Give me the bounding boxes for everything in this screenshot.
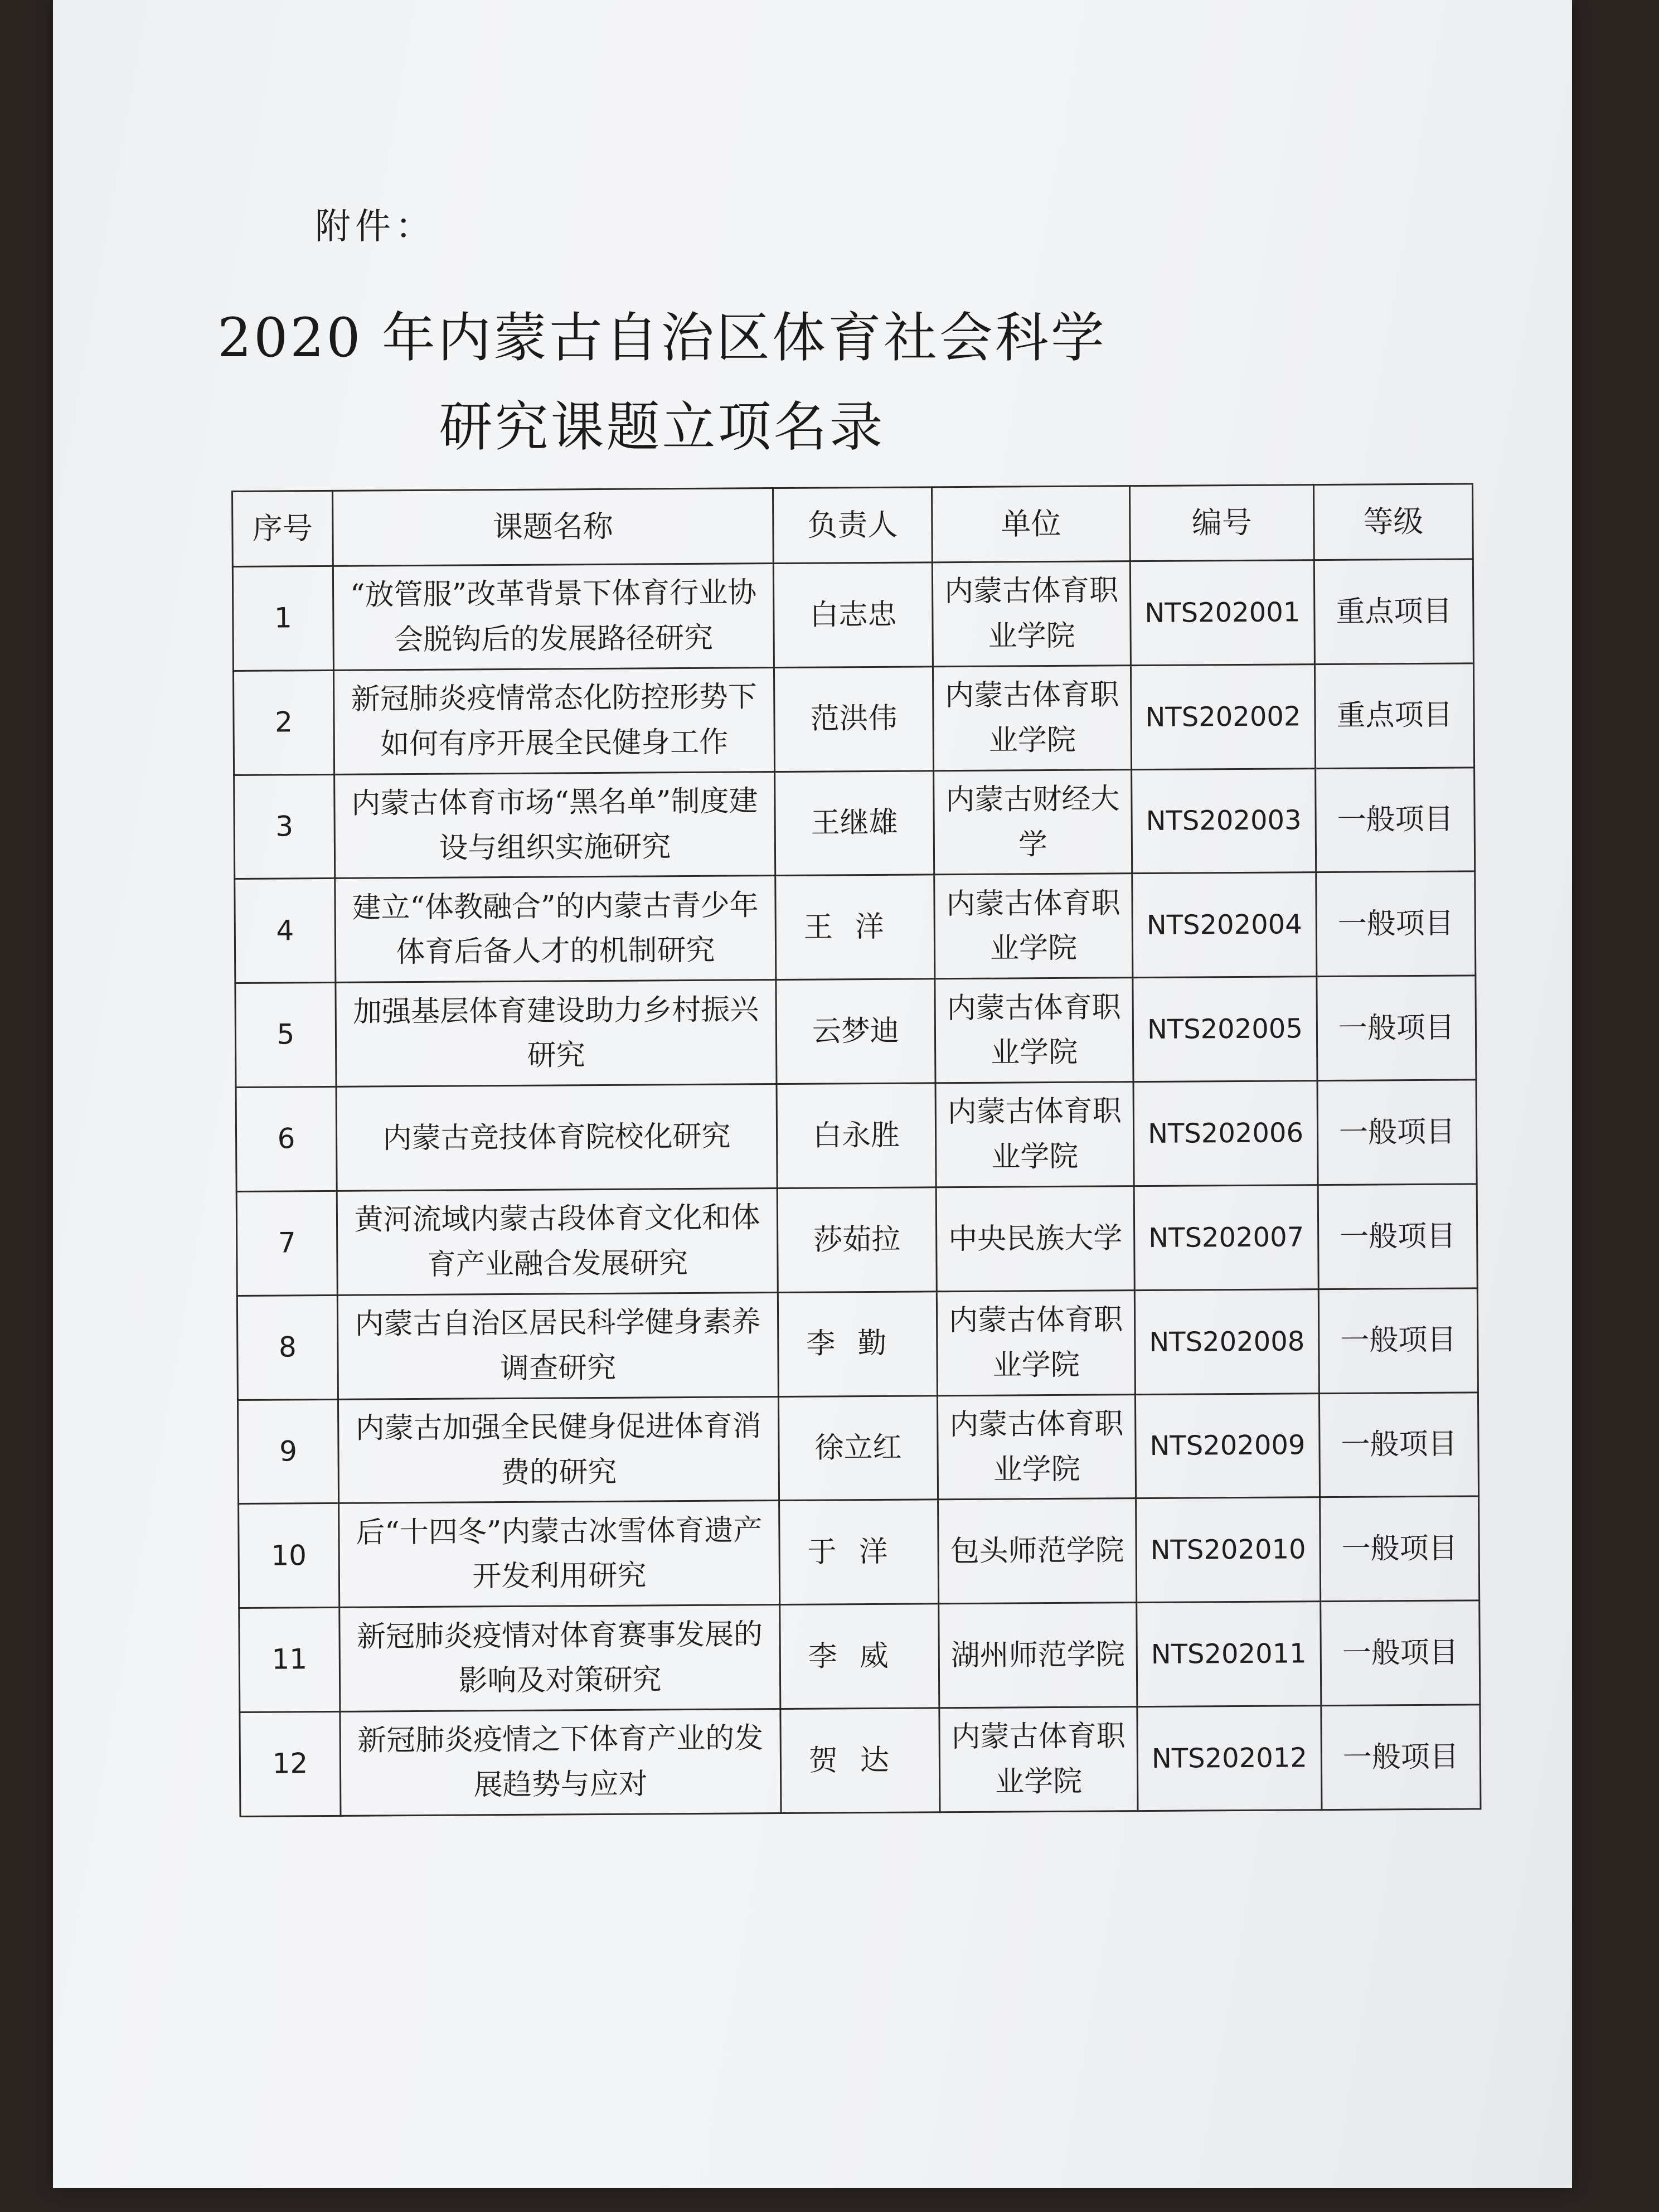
unit-name: 包头师范学院 xyxy=(938,1498,1137,1604)
project-code: NTS202001 xyxy=(1130,560,1314,666)
unit-name: 内蒙古体育职业学院 xyxy=(939,1707,1138,1812)
project-level: 一般项目 xyxy=(1320,1496,1479,1602)
project-level: 重点项目 xyxy=(1314,559,1473,664)
project-level: 一般项目 xyxy=(1318,1184,1477,1289)
project-code: NTS202006 xyxy=(1133,1081,1318,1186)
project-level: 一般项目 xyxy=(1317,1080,1477,1185)
project-code: NTS202004 xyxy=(1132,872,1317,978)
project-code: NTS202007 xyxy=(1134,1185,1318,1291)
project-code: NTS202010 xyxy=(1136,1497,1321,1603)
topic-name: “放管服”改革背景下体育行业协会脱钩后的发展路径研究 xyxy=(333,564,774,671)
table-row xyxy=(237,1288,1478,1400)
project-level: 一般项目 xyxy=(1316,871,1476,977)
topic-name: 后“十四冬”内蒙古冰雪体育遗产开发利用研究 xyxy=(339,1501,780,1608)
topic-name: 新冠肺炎疫情常态化防控形势下如何有序开展全民健身工作 xyxy=(333,667,774,774)
header-cell: 单位 xyxy=(932,486,1130,562)
leader-name: 李威 xyxy=(780,1604,939,1709)
table-row xyxy=(235,976,1476,1087)
project-level: 一般项目 xyxy=(1321,1705,1481,1810)
table-row xyxy=(232,559,1473,671)
leader-name: 王继雄 xyxy=(775,770,934,876)
unit-name: 内蒙古体育职业学院 xyxy=(937,1290,1135,1395)
header-cell: 等级 xyxy=(1313,484,1473,560)
unit-name: 内蒙古体育职业学院 xyxy=(937,1394,1136,1500)
attachment-label: 附件： xyxy=(315,206,435,248)
topic-name: 内蒙古加强全民健身促进体育消费的研究 xyxy=(338,1396,779,1503)
document-page xyxy=(53,0,1572,2188)
project-code: NTS202011 xyxy=(1137,1602,1321,1707)
unit-name: 内蒙古体育职业学院 xyxy=(933,665,1131,770)
topic-name: 黄河流域内蒙古段体育文化和体育产业融合发展研究 xyxy=(337,1189,778,1296)
project-level: 重点项目 xyxy=(1314,663,1474,769)
topic-name: 内蒙古自治区居民科学健身素养调查研究 xyxy=(337,1292,778,1399)
leader-name: 于洋 xyxy=(779,1500,939,1605)
unit-name: 湖州师范学院 xyxy=(939,1603,1137,1708)
leader-name: 范洪伟 xyxy=(774,667,933,772)
header-cell: 负责人 xyxy=(773,487,932,564)
row-number: 11 xyxy=(239,1608,340,1713)
row-number: 12 xyxy=(240,1711,341,1816)
row-number: 8 xyxy=(237,1295,338,1400)
row-number: 6 xyxy=(236,1087,337,1192)
row-number: 3 xyxy=(234,774,335,879)
unit-name: 内蒙古体育职业学院 xyxy=(934,874,1133,979)
leader-name: 李勤 xyxy=(778,1292,937,1397)
document-title-line2: 研究课题立项名录 xyxy=(439,396,885,458)
project-roster-table xyxy=(231,483,1481,1817)
topic-name: 新冠肺炎疫情对体育赛事发展的影响及对策研究 xyxy=(339,1605,780,1712)
unit-name: 内蒙古财经大学 xyxy=(934,769,1132,875)
document-title-line1: 2020 年内蒙古自治区体育社会科学 xyxy=(217,307,1107,369)
table-row xyxy=(236,1080,1477,1191)
row-number: 4 xyxy=(235,879,336,983)
header-cell: 课题名称 xyxy=(333,488,774,566)
table-row xyxy=(234,768,1475,879)
unit-name: 中央民族大学 xyxy=(936,1186,1134,1292)
table-row xyxy=(237,1392,1478,1503)
row-number: 5 xyxy=(235,983,336,1088)
topic-name: 内蒙古竞技体育院校化研究 xyxy=(336,1084,777,1191)
header-cell: 序号 xyxy=(232,491,333,566)
unit-name: 内蒙古体育职业学院 xyxy=(935,1082,1134,1187)
project-code: NTS202002 xyxy=(1131,664,1315,769)
table-row xyxy=(233,663,1474,775)
table-row xyxy=(236,1184,1477,1296)
leader-name: 贺达 xyxy=(780,1708,940,1813)
project-level: 一般项目 xyxy=(1321,1600,1480,1706)
project-level: 一般项目 xyxy=(1318,1288,1478,1394)
topic-name: 新冠肺炎疫情之下体育产业的发展趋势与应对 xyxy=(340,1709,781,1816)
table-row xyxy=(239,1496,1479,1608)
table-header-row xyxy=(232,484,1473,567)
project-level: 一般项目 xyxy=(1319,1392,1478,1497)
row-number: 9 xyxy=(237,1399,338,1504)
leader-name: 白永胜 xyxy=(777,1083,936,1189)
leader-name: 徐立红 xyxy=(778,1395,938,1501)
leader-name: 云梦迪 xyxy=(776,979,935,1084)
table-body xyxy=(232,559,1481,1817)
row-number: 1 xyxy=(232,566,333,671)
row-number: 7 xyxy=(236,1191,337,1296)
project-level: 一般项目 xyxy=(1317,976,1476,1081)
project-code: NTS202009 xyxy=(1135,1393,1320,1498)
project-code: NTS202005 xyxy=(1133,977,1317,1082)
topic-name: 内蒙古体育市场“黑名单”制度建设与组织实施研究 xyxy=(334,772,775,879)
row-number: 10 xyxy=(239,1503,339,1608)
project-code: NTS202012 xyxy=(1137,1706,1322,1811)
unit-name: 内蒙古体育职业学院 xyxy=(932,561,1131,667)
project-level: 一般项目 xyxy=(1316,768,1475,873)
header-cell: 编号 xyxy=(1129,485,1314,561)
project-code: NTS202008 xyxy=(1134,1289,1319,1394)
topic-name: 加强基层体育建设助力乡村振兴研究 xyxy=(336,980,777,1087)
table-row xyxy=(239,1600,1480,1712)
row-number: 2 xyxy=(233,670,334,775)
project-code: NTS202003 xyxy=(1132,768,1316,874)
table-row xyxy=(240,1705,1481,1816)
leader-name: 王洋 xyxy=(775,875,935,980)
leader-name: 白志忠 xyxy=(773,562,933,668)
leader-name: 莎茹拉 xyxy=(777,1187,937,1293)
table-row xyxy=(235,871,1476,983)
unit-name: 内蒙古体育职业学院 xyxy=(935,978,1133,1083)
topic-name: 建立“体教融合”的内蒙古青少年体育后备人才的机制研究 xyxy=(335,876,776,983)
